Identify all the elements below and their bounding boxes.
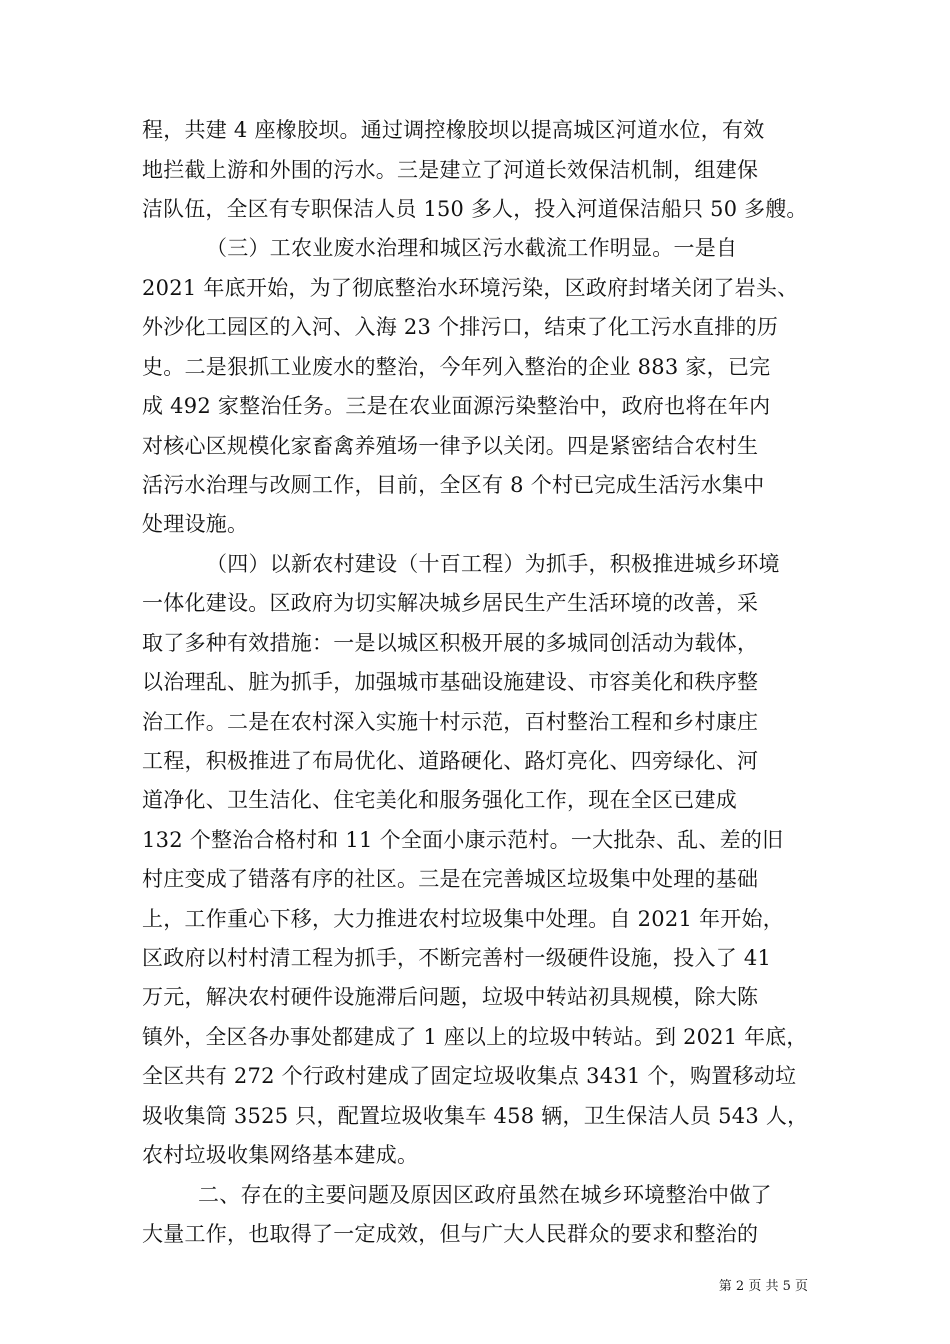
text-line: 史。二是狠抓工业废水的整治，今年列入整治的企业 883 家，已完 [142, 355, 771, 379]
text-line: 洁队伍，全区有专职保洁人员 150 多人，投入河道保洁船只 50 多艘。 [142, 197, 808, 221]
page-number-footer: 第 2 页 共 5 页 [718, 1279, 808, 1294]
text-line: 对核心区规模化家畜禽养殖场一律予以关闭。四是紧密结合农村生 [142, 434, 759, 458]
text-line: 2021 年底开始，为了彻底整治水环境污染，区政府封堵关闭了岩头、 [142, 276, 799, 300]
text-line: 治工作。二是在农村深入实施十村示范，百村整治工程和乡村康庄 [142, 710, 759, 734]
text-line: 地拦截上游和外围的污水。三是建立了河道长效保洁机制，组建保 [142, 158, 759, 182]
text-line: 以治理乱、脏为抓手，加强城市基础设施建设、市容美化和秩序整 [142, 670, 759, 694]
text-line: 镇外，全区各办事处都建成了 1 座以上的垃圾中转站。到 2021 年底， [142, 1025, 808, 1049]
text-line: 132 个整治合格村和 11 个全面小康示范村。一大批杂、乱、差的旧 [142, 828, 784, 852]
text-line: 成 492 家整治任务。三是在农业面源污染整治中，政府也将在年内 [142, 394, 771, 418]
text-line: 工程，积极推进了布局优化、道路硬化、路灯亮化、四旁绿化、河 [142, 749, 759, 773]
text-line: 道净化、卫生洁化、住宅美化和服务强化工作，现在全区已建成 [142, 788, 737, 812]
text-line: 活污水治理与改厕工作，目前，全区有 8 个村已完成生活污水集中 [142, 473, 765, 497]
section-heading-2: 二、存在的主要问题及原因区政府虽然在城乡环境整治中做了 [198, 1183, 772, 1207]
text-line: 全区共有 272 个行政村建成了固定垃圾收集点 3431 个，购置移动垃 [142, 1064, 797, 1088]
text-line: 程，共建 4 座橡胶坝。通过调控橡胶坝以提高城区河道水位，有效 [142, 118, 765, 142]
text-line: 上，工作重心下移，大力推进农村垃圾集中处理。自 2021 年开始， [142, 907, 785, 931]
section-heading-4: （四）以新农村建设（十百工程）为抓手，积极推进城乡环境 [206, 552, 780, 576]
text-line: 处理设施。 [142, 512, 249, 536]
text-line: 农村垃圾收集网络基本建成。 [142, 1143, 419, 1167]
text-line: 大量工作，也取得了一定成效，但与广大人民群众的要求和整治的 [142, 1222, 759, 1246]
text-line: 一体化建设。区政府为切实解决城乡居民生产生活环境的改善，采 [142, 591, 759, 615]
text-line: 万元，解决农村硬件设施滞后问题，垃圾中转站初具规模，除大陈 [142, 985, 759, 1009]
text-line: 取了多种有效措施：一是以城区积极开展的多城同创活动为载体， [142, 631, 759, 655]
text-line: 区政府以村村清工程为抓手，不断完善村一级硬件设施，投入了 41 [142, 946, 772, 970]
text-line: 村庄变成了错落有序的社区。三是在完善城区垃圾集中处理的基础 [142, 867, 759, 891]
text-line: 圾收集筒 3525 只，配置垃圾收集车 458 辆，卫生保洁人员 543 人， [142, 1104, 809, 1128]
text-line: 外沙化工园区的入河、入海 23 个排污口，结束了化工污水直排的历 [142, 315, 779, 339]
section-heading-3: （三）工农业废水治理和城区污水截流工作明显。一是自 [206, 236, 738, 260]
